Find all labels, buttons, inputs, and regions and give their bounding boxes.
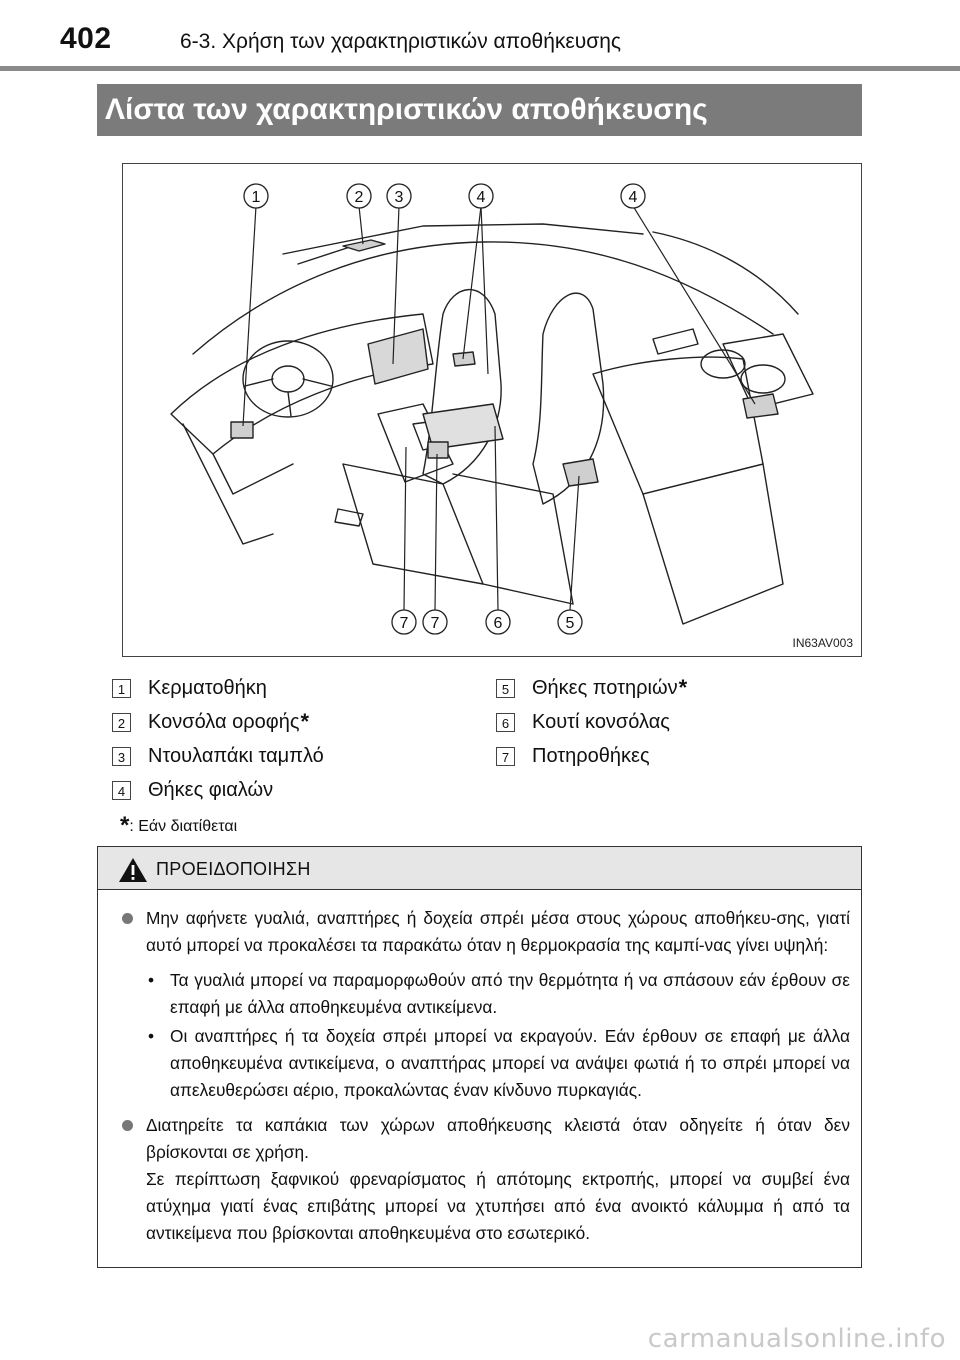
- legend-item-4: [112, 778, 273, 802]
- legend-number: 6: [496, 713, 515, 732]
- legend-item-6: [496, 710, 670, 734]
- footnote-text: : Εάν διατίθεται: [129, 818, 238, 835]
- legend-number: 1: [112, 679, 131, 698]
- warning-text: Μην αφήνετε γυαλιά, αναπτήρες ή δοχεία σπρέι μέσα στους χώρους αποθήκευ-σης, γιατί αυτό μπορεί να προκαλέσει τα παρακάτω όταν η θερμοκρασία της καμπί-νας γίνει υψηλή:: [146, 908, 850, 955]
- callout-label: 1: [251, 189, 261, 206]
- warning-subitem: [120, 1023, 850, 1104]
- warning-subtext: Τα γυαλιά μπορεί να παραμορφωθούν από την θερμότητα ή να σπάσουν εάν έρθουν σε επαφή με άλλα αποθηκευμένα αντικείμενα.: [170, 970, 850, 1017]
- interior-figure: [122, 163, 862, 657]
- legend-label: Κερματοθήκη: [148, 677, 267, 699]
- warning-body: [120, 905, 850, 1255]
- legend-number: 5: [496, 679, 515, 698]
- legend-item-7: [496, 744, 650, 768]
- warning-subitem: [120, 967, 850, 1021]
- footnote-asterisk: *: [120, 812, 130, 839]
- callout-label: 6: [493, 615, 503, 632]
- car-interior-illustration: [123, 164, 861, 656]
- bullet-icon: [122, 913, 133, 924]
- legend-item-1: [112, 676, 267, 700]
- legend-label: Θήκες φιαλών: [148, 779, 274, 801]
- legend-label: Θήκες ποτηριών: [532, 677, 678, 699]
- legend-number: 2: [112, 713, 131, 732]
- callout-label: 7: [399, 615, 409, 632]
- page-number: 402: [60, 22, 112, 55]
- watermark: carmanualsonline.info: [647, 1324, 946, 1354]
- callout-label: 3: [394, 189, 404, 206]
- callout-label: 5: [565, 615, 575, 632]
- legend-item-5: 5 Θήκες ποτηριών *: [496, 676, 687, 700]
- legend-item-3: [112, 744, 324, 768]
- warning-text: Σε περίπτωση ξαφνικού φρεναρίσματος ή απότομης εκτροπής, μπορεί να συμβεί ένα ατύχημα γιατί ένας επιβάτης μπορεί να χτυπήσει από ένα ανοικτό κάλυμμα ή από τα αντικείμενα που βρίσκονται αποθηκευμένα στο εσωτερικό.: [146, 1169, 850, 1243]
- bullet-icon: [122, 1120, 133, 1131]
- warning-header: [98, 847, 861, 890]
- legend-label: Ποτηροθήκες: [532, 745, 650, 767]
- legend-label: Ντουλαπάκι ταμπλό: [148, 745, 324, 767]
- legend-number: 7: [496, 747, 515, 766]
- warning-triangle-icon: [118, 857, 148, 883]
- warning-paragraph: [120, 905, 850, 959]
- section-title: 6-3. Χρήση των χαρακτηριστικών αποθήκευσης: [180, 30, 621, 53]
- warning-paragraph: [120, 1112, 850, 1166]
- callout-label: 4: [476, 189, 486, 206]
- warning-subtext: Οι αναπτήρες ή τα δοχεία σπρέι μπορεί να εκραγούν. Εάν έρθουν σε επαφή με άλλα αποθηκευμένα αντικείμενα, ο αναπτήρας μπορεί να ανάψει φωτιά ή το σπρέι μπορεί να απελευθερώσει αέριο, προκαλώντας έναν κίνδυνο πυρκαγιάς.: [170, 1026, 850, 1100]
- callout-label: 7: [430, 615, 440, 632]
- warning-paragraph-continued: [120, 1166, 850, 1247]
- callout-label: 2: [354, 189, 364, 206]
- legend-label: Κονσόλα οροφής: [148, 711, 300, 733]
- warning-text: Διατηρείτε τα καπάκια των χώρων αποθήκευσης κλειστά όταν οδηγείτε ή όταν δεν βρίσκονται σε χρήση.: [146, 1115, 850, 1162]
- sub-bullet-icon: •: [148, 1026, 155, 1046]
- footnote: [120, 812, 237, 840]
- warning-title: ΠΡΟΕΙΔΟΠΟΙΗΣΗ: [156, 859, 311, 879]
- legend-label: Κουτί κονσόλας: [532, 711, 670, 733]
- page-banner-title: Λίστα των χαρακτηριστικών αποθήκευσης: [97, 84, 862, 136]
- figure-code: IN63AV003: [792, 636, 853, 650]
- legend-item-2: 2 Κονσόλα οροφής *: [112, 710, 309, 734]
- top-rule: [0, 66, 960, 71]
- sub-bullet-icon: •: [148, 970, 155, 990]
- callout-label: 4: [628, 189, 638, 206]
- legend-number: 4: [112, 781, 131, 800]
- legend-number: 3: [112, 747, 131, 766]
- warning-box: [97, 846, 862, 1268]
